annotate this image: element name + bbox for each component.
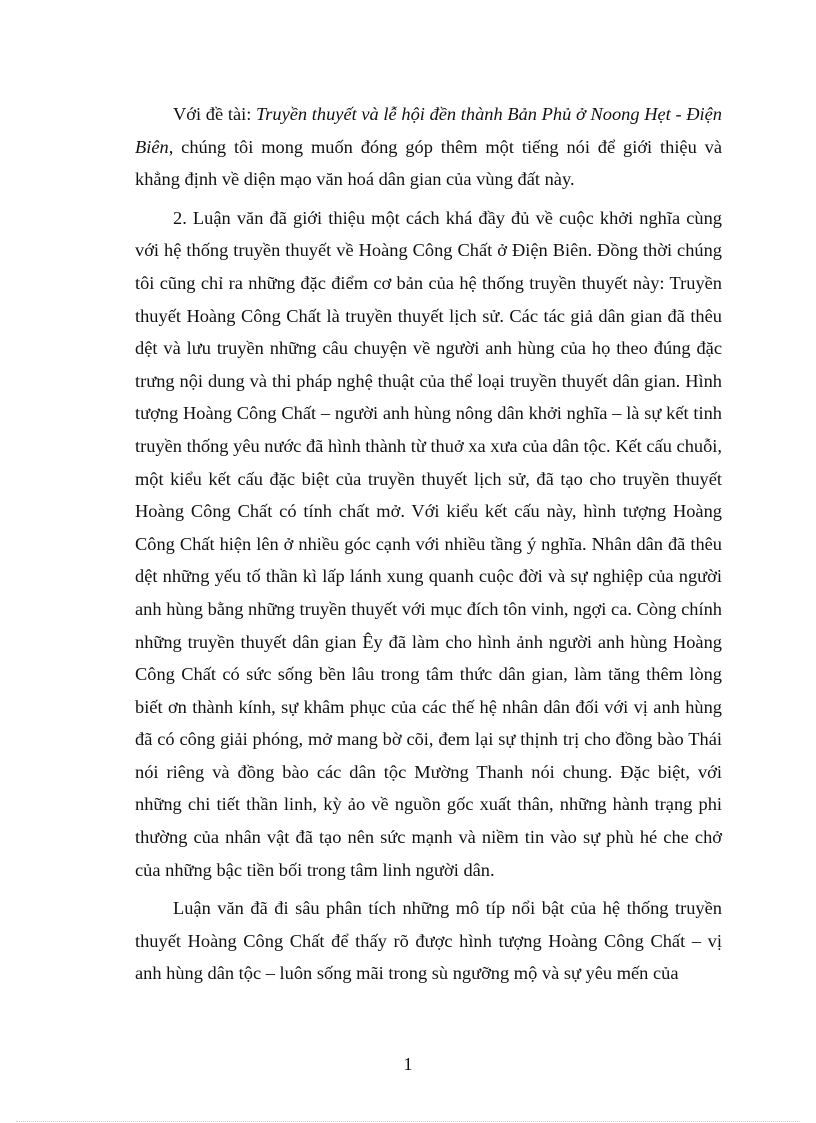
- paragraph-topic-suffix: , chúng tôi mong muốn đóng góp thêm một tiếng nói để giới thiệu và khẳng định về diện mạo văn hoá dân gian của vùng đất này.: [135, 136, 722, 190]
- page-number: 1: [403, 1054, 413, 1074]
- paragraph-topic: [135, 98, 722, 196]
- paragraph-summary: 2. Luận văn đã giới thiệu một cách khá đầy đủ về cuộc khởi nghĩa cùng với hệ thống truyền thuyết về Hoàng Công Chất ở Điện Biên. Đồng thời chúng tôi cũng chỉ ra những đặc điểm cơ bản của hệ thống truyền thuyết này: Truyền thuyết Hoàng Công Chất là truyền thuyết lịch sử. Các tác giả dân gian đã thêu dệt và lưu truyền những câu chuyện về người anh hùng của họ theo đúng đặc trưng nội dung và thi pháp nghệ thuật của thể loại truyền thuyết dân gian. Hình tượng Hoàng Công Chất – người anh hùng nông dân khởi nghĩa – là sự kết tinh truyền thống yêu nước đã hình thành từ thuở xa xưa của dân tộc. Kết cấu chuỗi, một kiểu kết cấu đặc biệt của truyền thuyết lịch sử, đã tạo cho truyền thuyết Hoàng Công Chất có tính chất mở. Với kiểu kết cấu này, hình tượng Hoàng Công Chất hiện lên ở nhiều góc cạnh với nhiều tầng ý nghĩa. Nhân dân đã thêu dệt những yếu tố thần kì lấp lánh xung quanh cuộc đời và sự nghiệp của người anh hùng bằng những truyền thuyết với mục đích tôn vinh, ngợi ca. Còng chính những truyền thuyết dân gian Êy đã làm cho hình ảnh người anh hùng Hoàng Công Chất có sức sống bền lâu trong tâm thức dân gian, làm tăng thêm lòng biết ơn thành kính, sự khâm phục của các thế hệ nhân dân đối với vị anh hùng đã có công giải phóng, mở mang bờ cõi, đem lại sự thịnh trị cho đồng bào Thái nói riêng và đồng bào các dân tộc Mường Thanh nói chung. Đặc biệt, với những chi tiết thần linh, kỳ ảo về nguồn gốc xuất thân, những hành trạng phi thường của nhân vật đã tạo nên sức mạnh và niềm tin vào sự phù hé che chở của những bậc tiền bối trong tâm linh người dân.: [135, 207, 722, 880]
- paragraph-topic-prefix: Với đề tài:: [173, 104, 257, 124]
- thesis-title: Truyền thuyết và lễ hội đền thành Bản Phủ ở Noong Hẹt - Điện Biên: [135, 104, 722, 157]
- document-body: [135, 98, 722, 990]
- paragraph-analysis: Luận văn đã đi sâu phân tích những mô típ nổi bật của hệ thống truyền thuyết Hoàng Công Chất để thấy rõ được hình tượng Hoàng Công Chất – vị anh hùng dân tộc – luôn sống mãi trong sù ngưỡng mộ và sự yêu mến của: [135, 898, 722, 984]
- page-break-divider: [16, 1121, 800, 1122]
